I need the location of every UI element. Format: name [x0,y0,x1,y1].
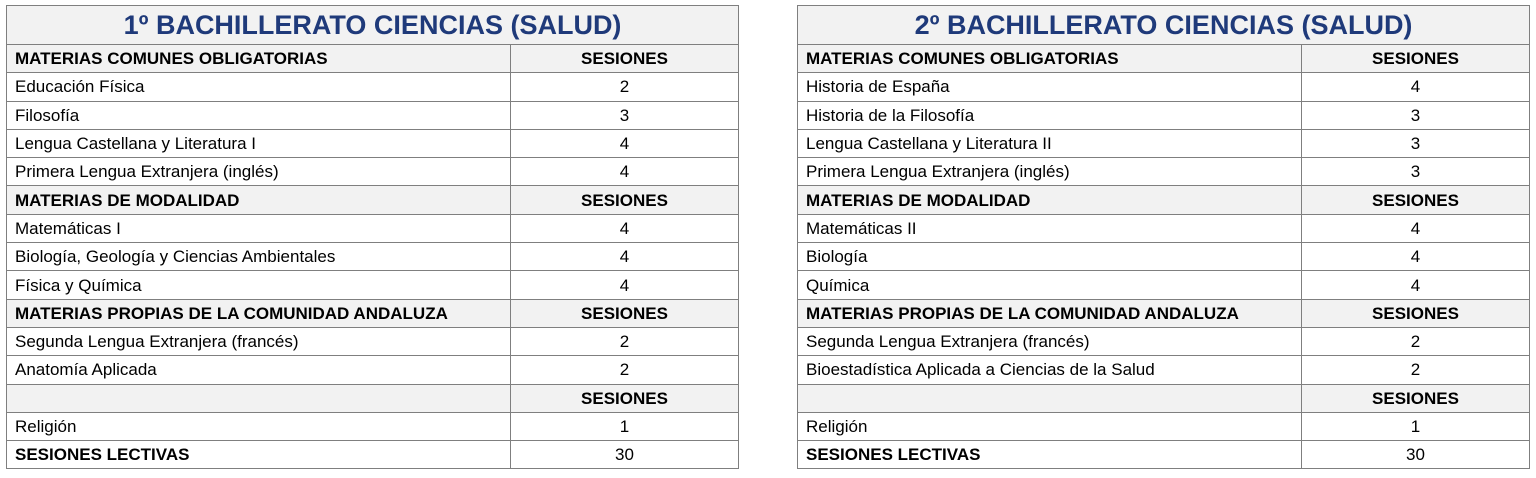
subject-sessions: 4 [511,158,739,186]
subject-sessions: 1 [511,412,739,440]
subject-name: Historia de España [798,73,1302,101]
section-heading: MATERIAS PROPIAS DE LA COMUNIDAD ANDALUZA [7,299,511,327]
subject-sessions: 3 [1302,101,1530,129]
table-row [798,243,1530,271]
subject-name: Química [798,271,1302,299]
subject-name: Historia de la Filosofía [798,101,1302,129]
subject-sessions: 3 [1302,129,1530,157]
total-row [7,441,739,469]
subject-sessions: 4 [1302,214,1530,242]
table-row [7,327,739,355]
sessions-header: SESIONES [1302,45,1530,73]
subject-name: Anatomía Aplicada [7,356,511,384]
sessions-header: SESIONES [511,299,739,327]
sessions-header: SESIONES [511,45,739,73]
subject-name: Física y Química [7,271,511,299]
section-heading [7,384,511,412]
table-row [798,327,1530,355]
subject-name: Educación Física [7,73,511,101]
total-label: SESIONES LECTIVAS [7,441,511,469]
section-header-religion [7,384,739,412]
subject-name: Religión [7,412,511,440]
table-row [798,158,1530,186]
subject-sessions: 4 [1302,243,1530,271]
section-header-modalidad [798,186,1530,214]
subject-sessions: 4 [511,243,739,271]
table-row [7,101,739,129]
schedule-table-1bach [6,5,739,469]
subject-sessions: 2 [511,356,739,384]
subject-sessions: 4 [511,271,739,299]
subject-name: Matemáticas I [7,214,511,242]
subject-name: Biología, Geología y Ciencias Ambientales [7,243,511,271]
subject-name: Bioestadística Aplicada a Ciencias de la Salud [798,356,1302,384]
sessions-header: SESIONES [511,186,739,214]
subject-name: Lengua Castellana y Literatura I [7,129,511,157]
subject-name: Religión [798,412,1302,440]
section-header-propias [798,299,1530,327]
section-heading: MATERIAS COMUNES OBLIGATORIAS [798,45,1302,73]
subject-name: Segunda Lengua Extranjera (francés) [798,327,1302,355]
total-label: SESIONES LECTIVAS [798,441,1302,469]
subject-name: Filosofía [7,101,511,129]
section-header-comunes [7,45,739,73]
table-row [7,412,739,440]
schedule-table-2bach [797,5,1530,469]
subject-sessions: 3 [1302,158,1530,186]
section-heading: MATERIAS DE MODALIDAD [798,186,1302,214]
table-title: 1º BACHILLERATO CIENCIAS (SALUD) [7,6,739,45]
table-row [7,73,739,101]
sessions-header: SESIONES [1302,299,1530,327]
total-row [798,441,1530,469]
section-heading: MATERIAS COMUNES OBLIGATORIAS [7,45,511,73]
table-row [7,356,739,384]
subject-name: Segunda Lengua Extranjera (francés) [7,327,511,355]
section-header-comunes [798,45,1530,73]
subject-name: Primera Lengua Extranjera (inglés) [798,158,1302,186]
sessions-header: SESIONES [511,384,739,412]
table-row [798,271,1530,299]
section-header-religion [798,384,1530,412]
section-header-modalidad [7,186,739,214]
subject-sessions: 1 [1302,412,1530,440]
subject-sessions: 4 [511,129,739,157]
section-heading: MATERIAS PROPIAS DE LA COMUNIDAD ANDALUZA [798,299,1302,327]
table-row [798,101,1530,129]
sessions-header: SESIONES [1302,384,1530,412]
subject-sessions: 3 [511,101,739,129]
total-value: 30 [1302,441,1530,469]
table-row [798,214,1530,242]
table-row [7,243,739,271]
table-row [7,214,739,242]
subject-sessions: 4 [511,214,739,242]
subject-sessions: 4 [1302,271,1530,299]
subject-name: Primera Lengua Extranjera (inglés) [7,158,511,186]
table-title: 2º BACHILLERATO CIENCIAS (SALUD) [798,6,1530,45]
table-row [798,356,1530,384]
subject-sessions: 2 [511,327,739,355]
table-row [7,158,739,186]
total-value: 30 [511,441,739,469]
table-row [798,73,1530,101]
subject-name: Lengua Castellana y Literatura II [798,129,1302,157]
section-heading: MATERIAS DE MODALIDAD [7,186,511,214]
table-row [798,412,1530,440]
subject-sessions: 2 [1302,356,1530,384]
subject-sessions: 2 [511,73,739,101]
subject-name: Matemáticas II [798,214,1302,242]
table-row [7,271,739,299]
sessions-header: SESIONES [1302,186,1530,214]
subject-sessions: 2 [1302,327,1530,355]
table-row [798,129,1530,157]
subject-sessions: 4 [1302,73,1530,101]
table-row [7,129,739,157]
subject-name: Biología [798,243,1302,271]
section-header-propias [7,299,739,327]
section-heading [798,384,1302,412]
